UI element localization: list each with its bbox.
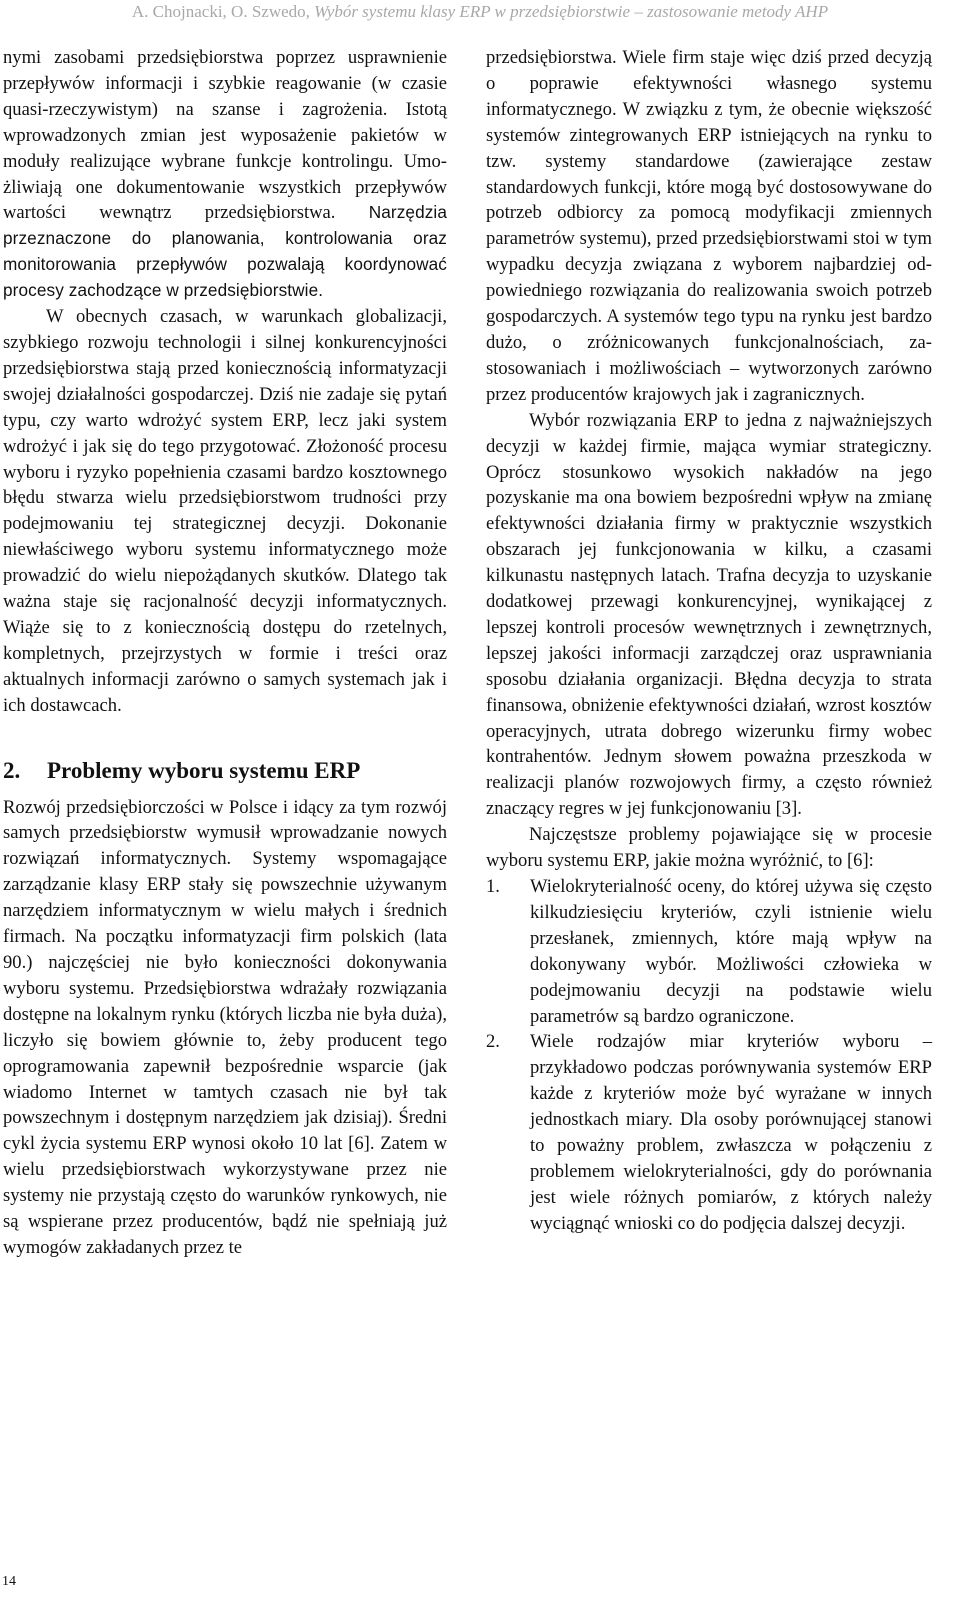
list-item-marker: 1. xyxy=(486,876,500,897)
list-item-text: Wiele rodzajów miar kryteriów wyboru – przykładowo podczas porównywania systemów ERP każde z kryteriów może być wyrażane w innych jednostkach miary. Dla osoby porównującej stanowi to poważny problem, zwłaszcza w połączeniu z problemem wielokryterialności, gdy do porównania jest wiele różnych pomiarów, z których należy wyciągnąć wnioski co do podjęcia dalszej decyzji. xyxy=(530,1031,932,1234)
left-paragraph-1-sans: Narzędzia przeznaczone do planowania, kontrolowania oraz monitorowania przepływów pozwalają koordynować procesy zachodzące w przedsiębiorstwie. xyxy=(3,202,447,301)
right-paragraph-2: Wybór rozwiązania ERP to jedna z najważniejszych decyzji w każdej firmie, mająca wymiar strategiczny. Oprócz stosunkowo wysokich nakładów na jego pozyskanie ma ona bowiem bezpośredni wpływ na zmianę efektywności działania firmy w praktycznie wszystkich obszarach jej funkcjonowania w kilku, a czasami kilkunastu następnych latach. Trafna decyzja to uzyskanie dodatkowej przewagi konkurencyjnej, wynikającej z lepszej kontroli procesów wewnętrznych i zewnętrznych, lepszej jakości informacji zarządczej oraz usprawniania sposobu działania organizacji. Błędna decyzja to strata finansowa, obniżenie efektywności działań, wzrost kosztów operacyjnych, utrata dobrego wizerunku firmy wobec kontrahentów. Jednym słowem poważna przeszkoda w realizacji planów rozwojowych firmy, a często również znaczący regres w jej funkcjonowaniu [3]. xyxy=(486,409,932,820)
list-item-text: Wielokryterialność oceny, do której używa się często kilkudziesięciu kryteriów, czyli istnienie wielu przesłanek, zmiennych, które mają wpływ na dokonywany wybór. Możliwości człowieka w podejmowaniu decyzji na podstawie wielu parametrów są bardzo ograniczone. xyxy=(530,876,932,1027)
right-paragraph-3: Najczęstsze problemy pojawiające się w procesie wyboru systemu ERP, jakie można wyróżnić, to [6]: xyxy=(486,824,932,872)
right-paragraph-1: przedsiębiorstwa. Wiele firm staje więc dziś przed decyzją o poprawie efektywności własnego systemu informatycznego. W związku z tym, że obecnie większość systemów zintegrowanych ERP istniejących na rynku to tzw. systemy standardowe (zawierające zestaw standardowych funkcji, które mogą być dostosowywane do potrzeb odbiorcy za pomocą modyfikacji zmiennych parametrów systemu), przed przedsiębiorstwami stoi w tym wypadku decyzja związana z wyborem najbardziej odpowiedniego rozwiązania do realizowania swoich potrzeb gospodarczych. A systemów tego typu na rynku jest bardzo dużo, o zróżnicowanych funkcjonalnościach, zastosowaniach i możliwościach – wytworzonych zarówno przez producentów krajowych jak i zagranicznych. xyxy=(486,47,932,405)
list-item xyxy=(486,1029,932,1236)
left-paragraph-2: W obecnych czasach, w warunkach globalizacji, szybkiego rozwoju technologii i silnej konkurencyjności przedsiębiorstwa stają przed koniecznością informatyzacji swojej działalności gospodarczej. Dziś nie zadaje się pytań typu, czy warto wdrożyć system ERP, lecz jaki system wdrożyć i jak się do tego przygotować. Złożoność procesu wyboru i ryzyko popełnienia czasami bardzo kosztownego błędu stwarza wielu przedsiębiorstwom trudności przy podejmowaniu tej strategicznej decyzji. Dokonanie niewłaściwego wyboru systemu informatycznego może prowadzić do wielu niepożądanych skutków. Dlatego tak ważna staje się racjonalność decyzji informatycznych. Wiąże się to z koniecznością dostępu do rzetelnych, kompletnych, przejrzystych w formie i treści oraz aktualnych informacji zarówno o samych systemach jak i ich dostawcach. xyxy=(3,306,447,716)
page-number: 14 xyxy=(2,1574,16,1589)
list-item xyxy=(486,874,932,1029)
header-paper-title: Wybór systemu klasy ERP w przedsiębiorstwie – zastosowanie metody AHP xyxy=(314,2,829,21)
problems-list xyxy=(486,874,932,1237)
right-column xyxy=(486,45,932,1237)
header-authors: A. Chojnacki, O. Szwedo, xyxy=(131,2,315,21)
running-header xyxy=(0,0,960,24)
list-item-marker: 2. xyxy=(486,1031,500,1053)
section-title: Problemy wyboru systemu ERP xyxy=(47,757,361,783)
left-paragraph-1 xyxy=(3,45,447,304)
left-column xyxy=(3,45,447,1261)
left-paragraph-3: Rozwój przedsiębiorczości w Polsce i idący za tym rozwój samych przedsiębiorstw wymusił wprowadzanie nowych rozwiązań informatycznych. Systemy wspomagające zarządzanie klasy ERP stały się powszechnie używanym narzędziem informatycznym w wielu małych i średnich firmach. Na początku informatyzacji firm polskich (lata 90.) najczęściej nie było konieczności dokonywania wyboru systemu. Przedsiębiorstwa wdrażały rozwiązania dostępne na lokalnym rynku (których liczba nie była duża), liczyło się bowiem głównie to, żeby producent tego oprogramowania zapewnił bezpośrednie wsparcie (jak wiadomo Internet w tamtych czasach nie był tak powszechnym i dostępnym narzędziem jak dzisiaj). Średni cykl życia systemu ERP wynosi około 10 lat [6]. Zatem w wielu przedsiębiorstwach wykorzystywane przez nie systemy nie przystają często do warunków rynkowych, nie są wspierane przez producentów, bądź nie spełniają już wymogów zakładanych przez te xyxy=(3,796,447,1258)
section-number: 2. xyxy=(3,757,21,783)
section-heading xyxy=(3,756,447,786)
left-paragraph-1-serif: nymi zasobami przedsiębiorstwa poprzez usprawnienie przepływów informacji i szybkie reagowanie (w czasie quasi-rzeczywistym) na szanse i zagrożenia. Istotą wprowadzonych zmian jest wyposażenie pakietów w moduły realizujące wybrane funkcje kontrolingu. Umożliwiają one dokumentowanie wszystkich przepływów wartości wewnątrz przedsiębiorstwa. xyxy=(3,47,447,224)
